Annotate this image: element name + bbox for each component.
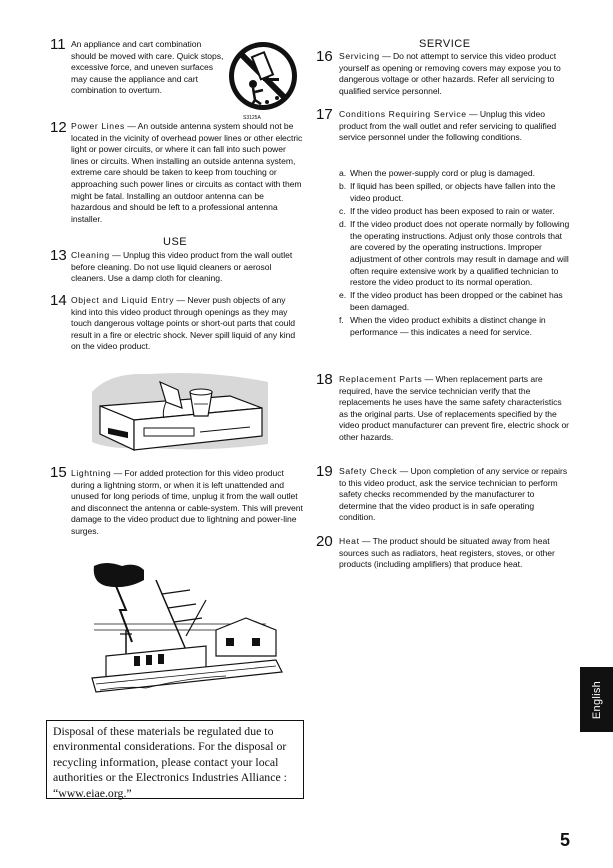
section-number: 16 xyxy=(316,48,333,65)
section-16-text: Servicing — Do not attempt to service this video product yourself as opening or removing covers may expose you to dangerous voltage or other hazards. Refer all servicing to qualified service personnel. xyxy=(339,51,561,96)
section-number: 12 xyxy=(50,119,67,136)
list-item: d. If the video product does not operate normally by following the operating instructions. Adjust only those controls that are covered by the operating instructions. Improper adjustment of other controls may result in damage and will often require extensive work by a qualified technician to restore the video product to its normal operation. xyxy=(339,219,570,288)
page-number: 5 xyxy=(560,830,571,850)
section-number: 13 xyxy=(50,247,67,264)
section-14-text: Object and Liquid Entry — Never push objects of any kind into this video product through openings as they may touch dangerous voltage points or short-out parts that could result in a fire or electric shock. Never spill liquid of any kind on the video product. xyxy=(71,295,296,352)
service-heading: SERVICE xyxy=(419,38,471,50)
section-18-text: Replacement Parts — When replacement parts are required, have the service technician verify that the replacements he uses have the same safety characteristics as the original parts. Use of replacements specified by the video product manufacturer can prevent fire, electric shock or other hazards. xyxy=(339,374,569,442)
cart-tipover-warning-icon xyxy=(225,40,301,120)
section-15-text: Lightning — For added protection for this video product during a lightning storm, or when it is left unattended and unused for long periods of time, unplug it from the wall outlet and disconnect the antenna or cable-system. This will prevent damage to the video product due to lightning and power-line surges. xyxy=(71,468,303,536)
list-item: e. If the video product has been dropped or the cabinet has been damaged. xyxy=(339,290,563,312)
section-17-text: Conditions Requiring Service — Unplug this video product from the wall outlet and refer servicing to qualified service personnel under the following conditions. xyxy=(339,109,557,143)
service-conditions-list xyxy=(339,168,571,340)
section-20-text: Heat — The product should be situated away from heat sources such as radiators, heat registers, stoves, or other products (including amplifiers) that produce heat. xyxy=(339,536,555,570)
disposal-notice: Disposal of these materials be regulated due to environmental considerations. For the disposal or recycling information, please contact your local authorities or the Electronics Industries Alliance : “www.eiae.org.” xyxy=(46,720,304,799)
language-tab: English xyxy=(580,667,613,732)
section-12-text: Power Lines — An outside antenna system should not be located in the vicinity of overhead power lines or other electric light or power circuits, or where it can fall into such power lines or circuits. When installing an outside antenna system, extreme care should be taken to keep from touching or approaching such power lines or circuits as contact with them might be fatal. Installing an outdoor antenna can be hazardous and should be left to a professional antenna installer. xyxy=(71,121,303,224)
lightning-antenna-illustration xyxy=(86,560,286,700)
section-number: 15 xyxy=(50,464,67,481)
section-number: 17 xyxy=(316,106,333,123)
list-item: f. When the video product exhibits a distinct change in performance — this indicates a need for service. xyxy=(339,315,546,337)
section-number: 19 xyxy=(316,463,333,480)
use-heading: USE xyxy=(163,236,188,248)
section-title: Power Lines xyxy=(71,121,125,131)
section-number: 11 xyxy=(50,36,66,53)
section-13-text: Cleaning — Unplug this video product from the wall outlet before cleaning. Do not use liquid cleaners or aerosol cleaners. Use a damp cloth for cleaning. xyxy=(71,250,293,284)
eiae-link[interactable]: www.eiae.org xyxy=(58,785,124,800)
list-item: a. When the power-supply cord or plug is damaged. xyxy=(339,168,535,178)
section-11-text: An appliance and cart combination should be moved with care. Quick stops, excessive force, and uneven surfaces may cause the appliance and cart combination to overturn. xyxy=(71,39,224,96)
section-number: 14 xyxy=(50,292,67,309)
list-item: b. If liquid has been spilled, or objects have fallen into the video product. xyxy=(339,181,556,203)
vcr-liquid-spill-illustration xyxy=(90,362,270,458)
list-item: c. If the video product has been exposed to rain or water. xyxy=(339,205,555,216)
section-number: 18 xyxy=(316,371,333,388)
figure-code: S3125A xyxy=(243,115,261,120)
section-number: 20 xyxy=(316,533,333,550)
section-19-text: Safety Check — Upon completion of any service or repairs to this video product, ask the service technician to perform safety checks recommended by the manufacturer to determine that the video product is in safe operating condition. xyxy=(339,466,568,523)
